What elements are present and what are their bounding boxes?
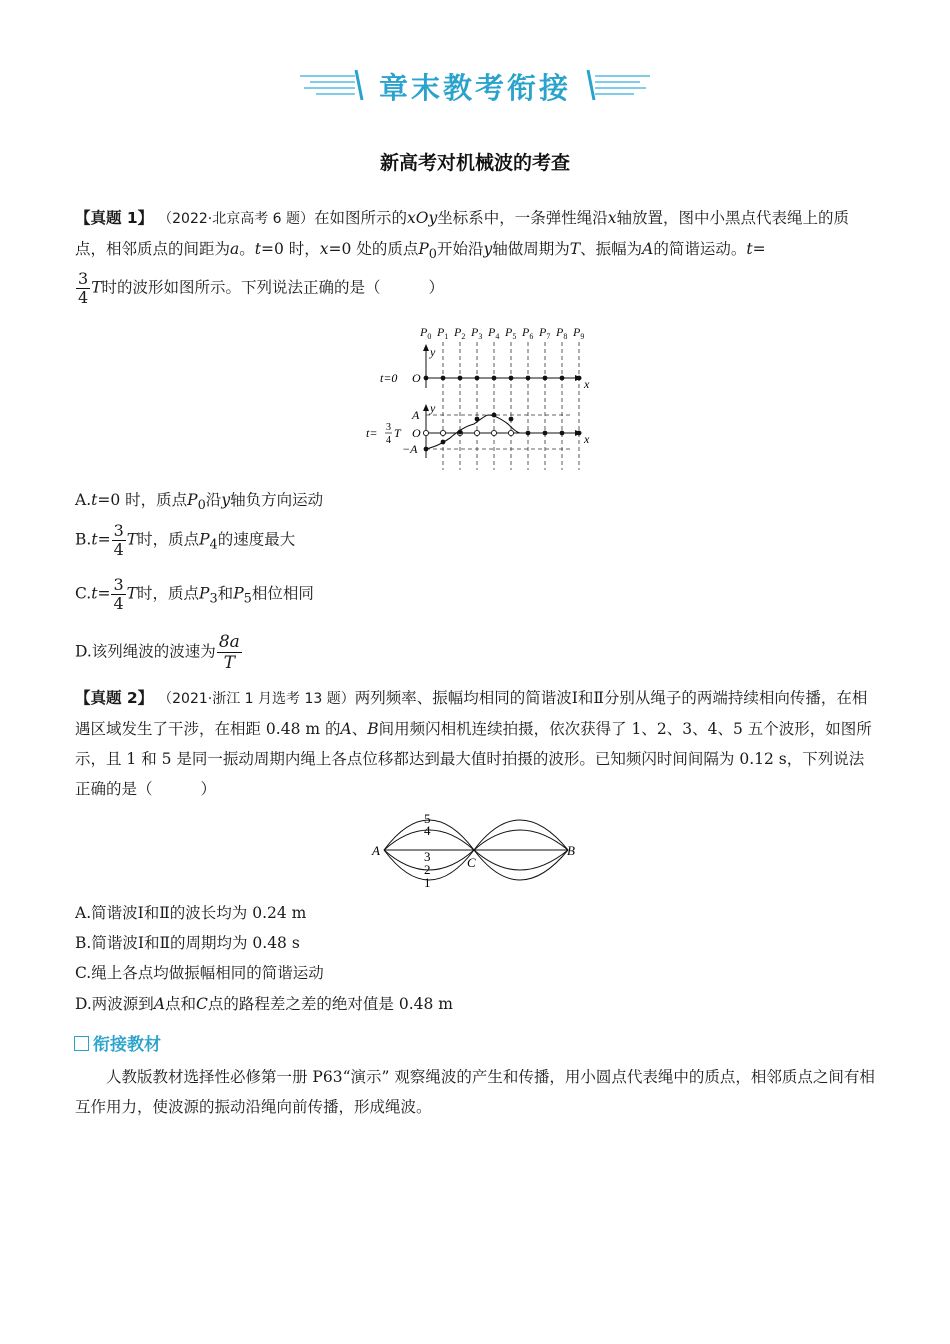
q1-var-x-2: x bbox=[319, 240, 329, 258]
fig1-point-label-p5: $P_5$ bbox=[505, 325, 517, 341]
subsection-heading: 衔接教材 bbox=[74, 1030, 161, 1055]
fig1-axis-x-1: x bbox=[584, 377, 590, 391]
fig1-row2-particle bbox=[526, 431, 531, 436]
square-icon bbox=[74, 1036, 89, 1051]
q1-var-T-2: T bbox=[91, 278, 102, 297]
q1-var-y: y bbox=[483, 240, 493, 258]
fig1-row2-label: t= bbox=[366, 426, 378, 440]
q1-text-8: 轴做周期为 bbox=[492, 240, 570, 258]
q1-var-t: t bbox=[254, 240, 262, 258]
q2-option-b[interactable]: B.简谐波Ⅰ和Ⅱ的周期均为 0.48 s bbox=[75, 934, 300, 952]
fig1-row2-particle bbox=[543, 431, 548, 436]
q1-var-x: x bbox=[607, 209, 617, 227]
q1-option-a[interactable]: A.t=0 时，质点$P_0$沿y轴负方向运动 bbox=[75, 491, 324, 514]
fig1-origin-2: O bbox=[412, 426, 421, 440]
fig2-curve-label-4: 4 bbox=[424, 823, 431, 838]
q1-text-5: =0 时， bbox=[261, 240, 320, 258]
q2-var-B: B bbox=[367, 720, 379, 738]
q1-var-A: A bbox=[642, 240, 654, 258]
fig1-row2-particle bbox=[475, 417, 480, 422]
fig1-row1-particle bbox=[424, 376, 429, 381]
q1-var-p: P bbox=[418, 240, 429, 258]
fig1-row1-particle bbox=[441, 376, 446, 381]
q1-text-6: =0 处的质点 bbox=[328, 240, 419, 258]
fig1-row2-particle bbox=[424, 447, 429, 452]
q1-option-d[interactable]: D.该列绳波的波速为 $\frac{8a}{T}$ bbox=[75, 632, 240, 673]
fig1-row1-particle bbox=[560, 376, 565, 381]
fig1-point-label-p3: $P_3$ bbox=[471, 325, 483, 341]
q2-text-2: 间用频闪相机连续拍摄，依次获得了 1、2、3、4、5 五个波形，如图所示，且 1 和 5 是同一振动周期内绳上各点位移都达到最大值时拍摄的波形。已知频闪时间间隔为 0.12 s，下列说法正确的是（ bbox=[75, 720, 872, 798]
q1-var-t-2: t bbox=[746, 240, 753, 258]
fig1-point-label-p1: $P_1$ bbox=[437, 325, 449, 341]
fig1-row2-particle bbox=[492, 413, 497, 418]
fig1-row1-particle bbox=[492, 376, 497, 381]
fig1-row2-particle bbox=[577, 431, 582, 436]
fig1-row2-den: 4 bbox=[386, 435, 391, 446]
q1-text-13: ） bbox=[428, 278, 445, 297]
fig1-point-label-p2: $P_2$ bbox=[454, 325, 466, 341]
fig1-row2-equilibrium-particle bbox=[508, 430, 513, 435]
fig1-origin-1: O bbox=[412, 371, 421, 385]
question-2-tag: 【真题 2】 bbox=[75, 689, 154, 707]
fig1-row2-T: T bbox=[394, 426, 401, 440]
question-1-source: （2022·北京高考 6 题） bbox=[158, 211, 315, 227]
fig1-axis-y-1: y bbox=[430, 345, 436, 359]
q1-option-b[interactable]: B.t= $\frac{3}{4}$ T时，质点$P_4$的速度最大 bbox=[75, 521, 296, 559]
q1-text-12: 时的波形如图所示。下列说法正确的是（ bbox=[101, 278, 381, 297]
q1-text-4: 。 bbox=[239, 240, 255, 258]
fig1-row2-equilibrium-particle bbox=[491, 430, 496, 435]
q1-sub-0: 0 bbox=[428, 247, 437, 263]
fig1-point-label-p0: $P_0$ bbox=[420, 325, 432, 341]
q1-text-9: 、振幅为 bbox=[580, 240, 643, 258]
question-2-stem bbox=[75, 683, 875, 804]
fig1-amp-neg: −A bbox=[402, 442, 418, 456]
q1-text-2: 坐标系中，一条弹性绳沿 bbox=[437, 209, 608, 227]
fig1-row2-particle bbox=[509, 417, 514, 422]
fig2-label-B: B bbox=[567, 843, 575, 858]
fig1-row1-particle bbox=[458, 376, 463, 381]
fig2-curve-label-3: 3 bbox=[424, 849, 431, 864]
q1-fraction: $\frac{3}{4}$ bbox=[78, 269, 89, 308]
q1-var-a: a bbox=[230, 240, 240, 258]
q1-text-10: 的简谐运动。 bbox=[653, 240, 747, 258]
standing-wave-diagram bbox=[370, 805, 585, 895]
question-1-tag: 【真题 1】 bbox=[75, 209, 154, 227]
fig1-amp-pos: A bbox=[412, 408, 420, 422]
fig1-row1-particle bbox=[577, 376, 582, 381]
q1-var-T: T bbox=[569, 240, 581, 258]
q1-text-11: = bbox=[752, 240, 766, 258]
fig2-curve-label-2: 2 bbox=[424, 862, 431, 877]
q1-text-7: 开始沿 bbox=[436, 240, 484, 258]
q2-option-c[interactable]: C.绳上各点均做振幅相同的简谐运动 bbox=[75, 964, 324, 982]
fig1-row2-equilibrium-particle bbox=[474, 430, 479, 435]
fig1-row2-particle bbox=[458, 430, 463, 435]
q1-option-c[interactable]: C.t= $\frac{3}{4}$ T时，质点$P_3$和$P_5$相位相同 bbox=[75, 575, 314, 613]
fig2-label-A: A bbox=[372, 843, 380, 858]
question-1-stem bbox=[75, 203, 875, 307]
q2-option-a[interactable]: A.简谐波Ⅰ和Ⅱ的波长均为 0.24 m bbox=[75, 904, 307, 922]
fig1-row1-particle bbox=[543, 376, 548, 381]
q2-text-3: ） bbox=[200, 780, 217, 798]
q1-text-3: 轴放置，图中小黑点代表绳上的质点，相邻质点的间距为 bbox=[75, 209, 850, 258]
fig1-row2-equilibrium-particle bbox=[440, 430, 445, 435]
q2-option-d[interactable]: D.两波源到A点和C点的路程差之差的绝对值是 0.48 m bbox=[75, 995, 453, 1013]
fig1-row2-particle bbox=[560, 431, 565, 436]
fig1-point-label-p9: $P_9$ bbox=[573, 325, 585, 341]
fig2-curve-label-1: 1 bbox=[424, 875, 431, 890]
fig1-row1-particle bbox=[526, 376, 531, 381]
fig2-label-C: C bbox=[467, 855, 476, 870]
fig1-point-label-p4: $P_4$ bbox=[488, 325, 500, 341]
fig1-point-label-p7: $P_7$ bbox=[539, 325, 551, 341]
fig1-row2-equilibrium-particle bbox=[423, 430, 428, 435]
q2-sep: 、 bbox=[351, 720, 368, 738]
chapter-banner-title: 章末教考衔接 bbox=[378, 71, 571, 105]
fig1-point-label-p8: $P_8$ bbox=[556, 325, 568, 341]
q2-text-1: 两列频率、振幅均相同的简谐波Ⅰ和Ⅱ分别从绳子的两端持续相向传播，在相遇区域发生了干涉，在相距 0.48 m 的 bbox=[75, 689, 868, 738]
fig1-row2-particle bbox=[441, 440, 446, 445]
q2-var-A: A bbox=[340, 720, 352, 738]
wave-diagram-1 bbox=[360, 318, 600, 478]
question-2-source: （2021·浙江 1 月选考 13 题） bbox=[158, 691, 355, 707]
q1-text-1: 在如图所示的 bbox=[314, 209, 408, 227]
fig2-curve-label-5: 5 bbox=[424, 811, 431, 826]
q1-var-xoy: xOy bbox=[407, 209, 438, 227]
subsection-body: 人教版教材选择性必修第一册 P63“演示” 观察绳波的产生和传播，用小圆点代表绳中的质点，相邻质点之间有相互作用力，使波源的振动沿绳向前传播，形成绳波。 bbox=[75, 1068, 875, 1116]
fig1-axis-y-2: y bbox=[430, 401, 436, 415]
fig1-point-label-p6: $P_6$ bbox=[522, 325, 534, 341]
fig1-axis-x-2: x bbox=[584, 432, 590, 446]
fig1-row1-label: t=0 bbox=[380, 371, 398, 385]
fig1-row1-particle bbox=[509, 376, 514, 381]
section-title: 新高考对机械波的考查 bbox=[379, 152, 570, 174]
fig1-row1-particle bbox=[475, 376, 480, 381]
fig1-row2-num: 3 bbox=[386, 422, 391, 433]
